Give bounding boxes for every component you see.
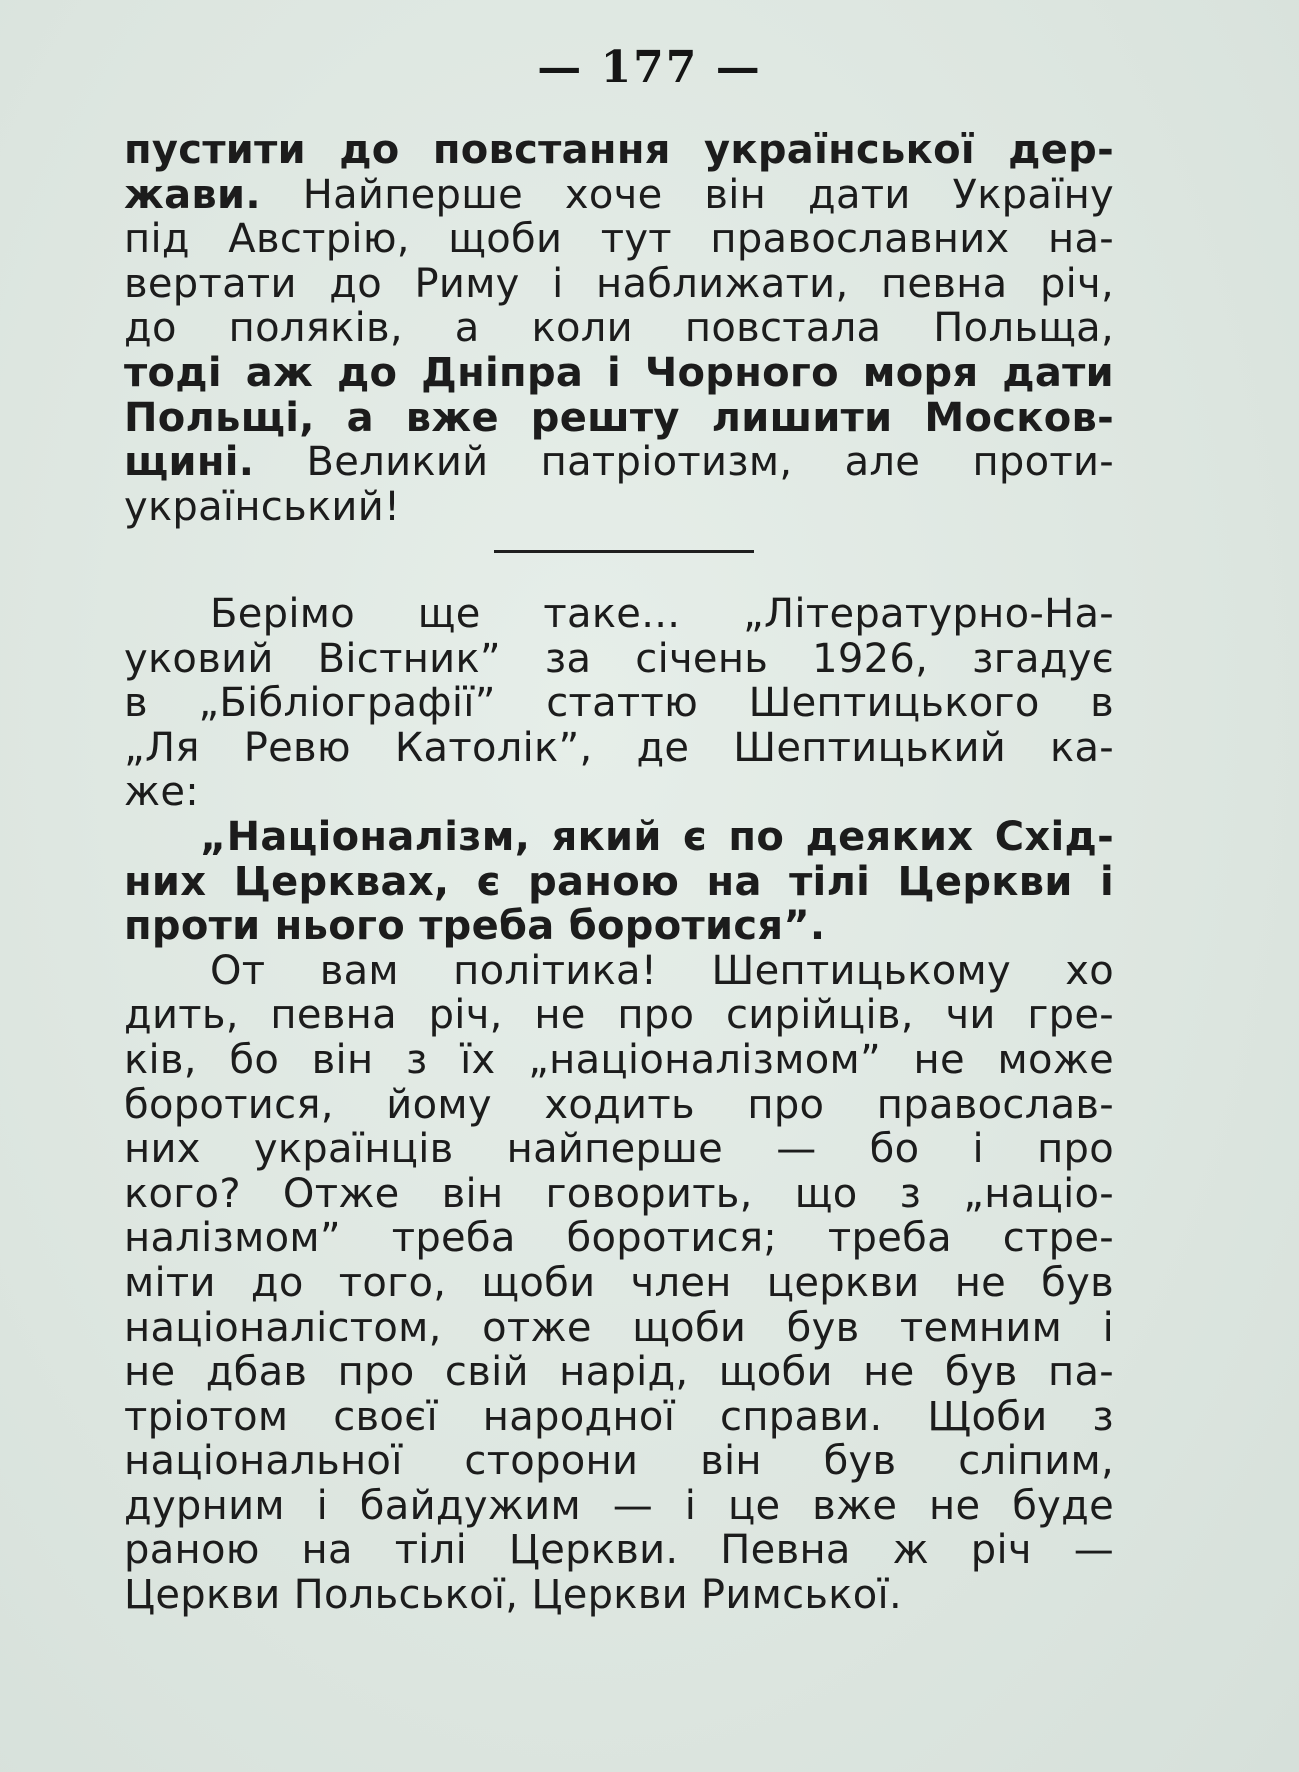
text-line: дурним і байдужим — і це вже не буде (124, 1482, 1114, 1529)
text-line: От вам політика! Шептицькому хо (210, 947, 1114, 994)
text-line: тоді аж до Дніпра і Чорного моря дати (124, 349, 1114, 396)
text-line: дить, певна річ, не про сирійців, чи гре- (124, 992, 1114, 1039)
text-line: уковий Вістник” за січень 1926, згадує (124, 635, 1114, 682)
bold-fragment: жави. (124, 171, 261, 218)
text-line: український! (124, 483, 401, 530)
text-line: тріотом своєї народної справи. Щоби з (124, 1393, 1114, 1440)
text-line (124, 173, 1114, 218)
text-fragment: Найперше хоче він дати Україну (260, 171, 1114, 218)
text-line: раною на тілі Церкви. Певна ж річ — (124, 1527, 1114, 1574)
bold-fragment: щині. (124, 439, 255, 486)
text-line: в „Бібліографії” статтю Шептицького в (124, 680, 1114, 727)
text-line (124, 440, 1114, 485)
text-line: націоналістом, отже щоби був темним і (124, 1304, 1114, 1351)
text-line: Берімо ще таке... „Літературно-На- (210, 591, 1114, 637)
text-line: міти до того, щоби член церкви не був (124, 1259, 1114, 1306)
paragraph-2 (124, 592, 1114, 1618)
page-number: — 177 — (537, 42, 762, 93)
text-line: вертати до Риму і наближати, певна річ, (124, 260, 1114, 307)
quote-line: них Церквах, є раною на тілі Церкви і (124, 858, 1114, 905)
text-fragment: Великий патріотизм, але проти- (254, 439, 1114, 486)
text-line: Польщі, а вже решту лишити Москов- (124, 394, 1114, 441)
text-line: же: (124, 769, 200, 816)
quote-line: проти нього треба боротися”. (124, 903, 826, 950)
text-line: Церкви Польської, Церкви Римської. (124, 1572, 902, 1619)
text-line: національної сторони він був сліпим, (124, 1438, 1114, 1485)
text-line: налізмом” треба боротися; треба стре- (124, 1215, 1114, 1262)
paragraph-1 (124, 128, 1114, 529)
text-line: не дбав про свій нарід, щоби не був па- (124, 1349, 1114, 1396)
text-line: „Ля Ревю Католік”, де Шептицький ка- (124, 724, 1114, 771)
text-line: боротися, йому ходить про православ- (124, 1081, 1114, 1128)
text-line: пустити до повстання української дер- (124, 127, 1114, 173)
section-divider (494, 550, 754, 553)
quote-line: „Націоналізм, який є по деяких Схід- (200, 813, 1114, 860)
text-line: ків, бо він з їх „націоналізмом” не може (124, 1036, 1114, 1083)
text-line: них українців найперше — бо і про (124, 1126, 1114, 1173)
text-line: кого? Отже він говорить, що з „націо- (124, 1170, 1114, 1217)
text-line: під Австрію, щоби тут православних на- (124, 216, 1114, 263)
text-line: до поляків, а коли повстала Польща, (124, 305, 1114, 352)
